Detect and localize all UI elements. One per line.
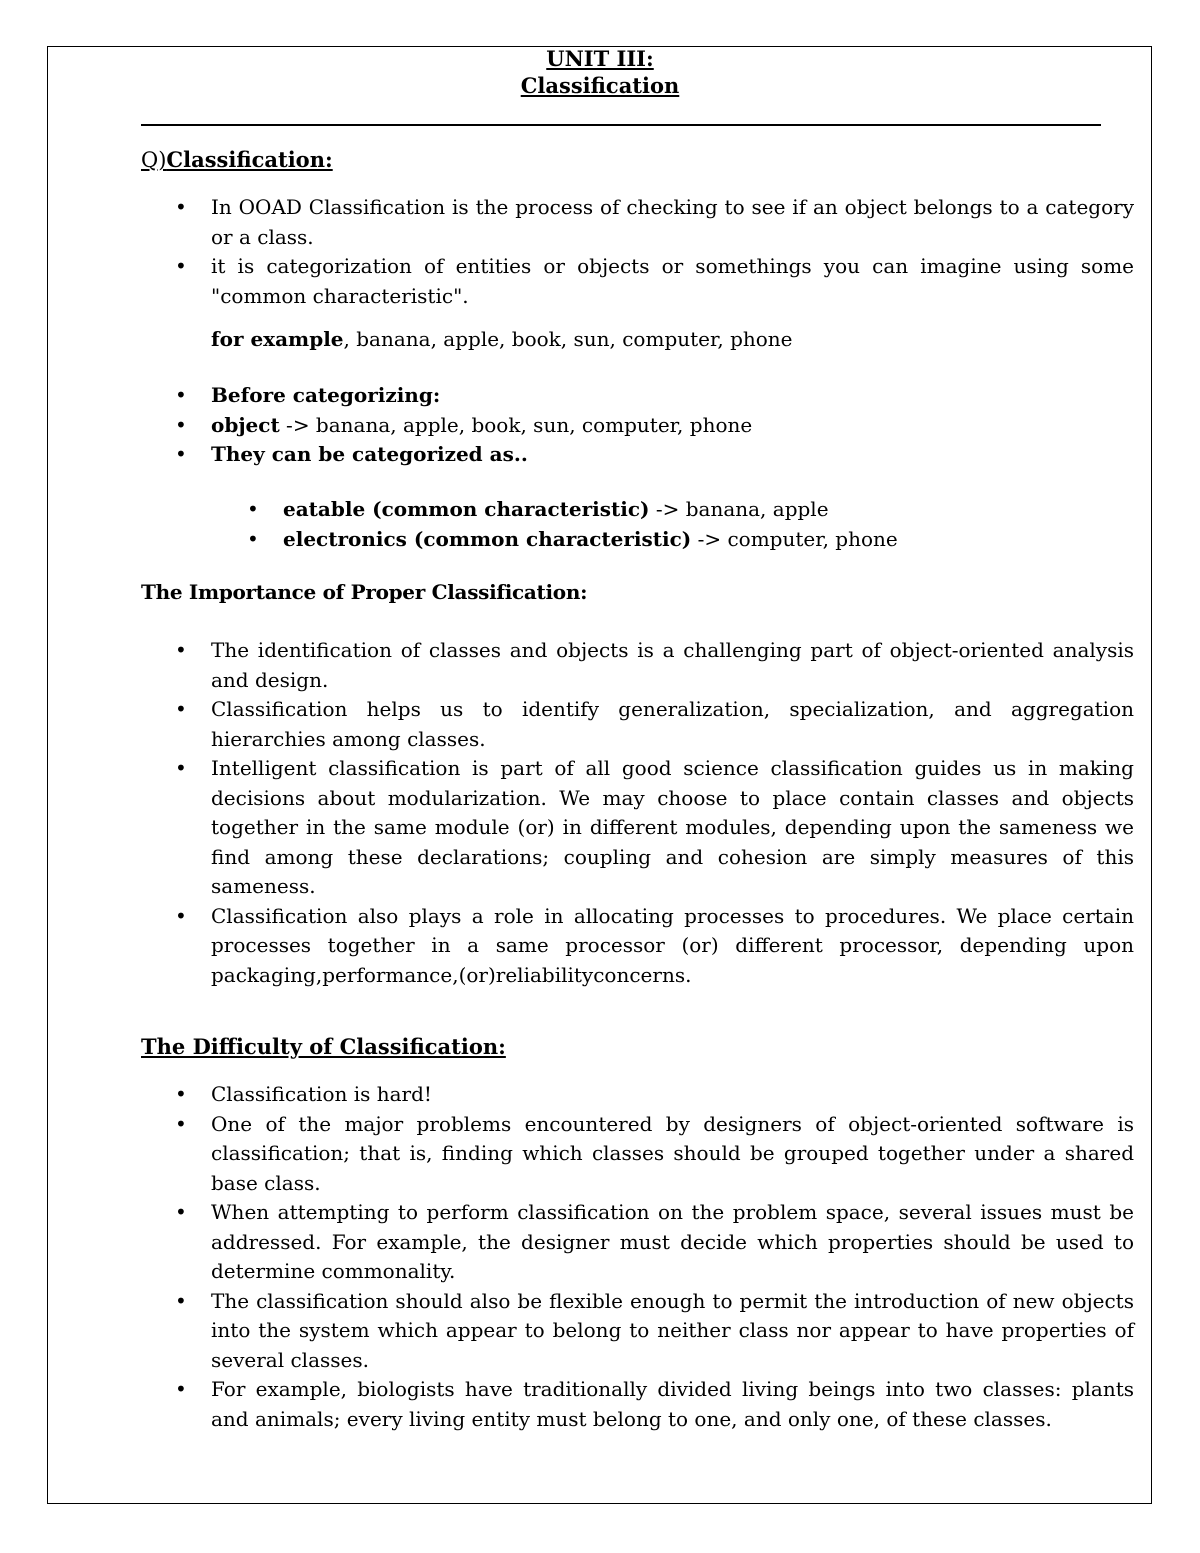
list-item bbox=[141, 381, 1134, 411]
list-item: • The classification should also be flexible enough to permit the introduction of new objects into the system which appear to belong to neither class nor appear to have properties of several classes. bbox=[141, 1287, 1134, 1376]
importance-heading: The Importance of Proper Classification: bbox=[141, 580, 588, 604]
category-sublist bbox=[141, 495, 1134, 554]
categorizing-list bbox=[141, 381, 1134, 470]
question-prefix: Q) bbox=[141, 148, 167, 172]
title-divider bbox=[141, 124, 1101, 126]
list-item: • Intelligent classification is part of all good science classification guides us in making decisions about modularization. We may choose to place contain classes and objects together in the same module (or) in different modules, depending upon the sameness we find among these declarations; coupling and cohesion are simply measures of this sameness. bbox=[141, 754, 1134, 902]
list-item bbox=[141, 495, 1134, 525]
categorized-label: They can be categorized as.. bbox=[211, 442, 528, 466]
electronics-label: electronics (common characteristic) bbox=[283, 526, 692, 551]
difficulty-heading: The Difficulty of Classification: bbox=[141, 1034, 506, 1059]
list-item: • One of the major problems encountered by designers of object-oriented software is classification; that is, finding which classes should be grouped together under a shared base class. bbox=[141, 1110, 1134, 1199]
list-item bbox=[141, 411, 1134, 441]
difficulty-list bbox=[141, 1080, 1134, 1434]
example-line bbox=[141, 325, 1134, 355]
object-text: -> banana, apple, book, sun, computer, phone bbox=[279, 412, 753, 437]
list-item: • Classification helps us to identify generalization, specialization, and aggregation hierarchies among classes. bbox=[141, 695, 1134, 754]
electronics-text: -> computer, phone bbox=[691, 526, 898, 551]
list-item: • Classification is hard! bbox=[141, 1080, 1134, 1110]
list-item bbox=[141, 525, 1134, 555]
list-item: • Classification also plays a role in allocating processes to procedures. We place certain processes together in a same processor (or) different processor, depending upon packaging,performance,(or)reliabilityconcerns. bbox=[141, 902, 1134, 991]
eatable-label: eatable (common characteristic) bbox=[283, 497, 650, 521]
list-item: • When attempting to perform classification on the problem space, several issues must be addressed. For example, the designer must decide which properties should be used to determine commonality. bbox=[141, 1198, 1134, 1287]
before-label: Before categorizing: bbox=[211, 383, 441, 407]
importance-list bbox=[141, 636, 1134, 990]
unit-label: UNIT III: bbox=[546, 46, 654, 71]
example-text: , banana, apple, book, sun, computer, phone bbox=[343, 327, 793, 351]
list-item: • The identification of classes and objects is a challenging part of object-oriented analysis and design. bbox=[141, 636, 1134, 695]
list-item: • In OOAD Classification is the process of checking to see if an object belongs to a category or a class. bbox=[141, 193, 1134, 252]
example-label: for example bbox=[211, 327, 344, 351]
object-label: object bbox=[211, 412, 280, 437]
list-item: • For example, biologists have traditionally divided living beings into two classes: plants and animals; every living entity must belong to one, and only one, of these classes. bbox=[141, 1375, 1134, 1434]
eatable-text: -> banana, apple bbox=[649, 497, 829, 521]
list-item bbox=[141, 440, 1134, 470]
classification-heading bbox=[141, 147, 333, 172]
page-title: Classification bbox=[520, 73, 680, 98]
classification-definition bbox=[141, 193, 1134, 311]
classification-heading-text: Classification: bbox=[166, 147, 333, 172]
list-item: • it is categorization of entities or objects or somethings you can imagine using some "common characteristic". bbox=[141, 252, 1134, 311]
